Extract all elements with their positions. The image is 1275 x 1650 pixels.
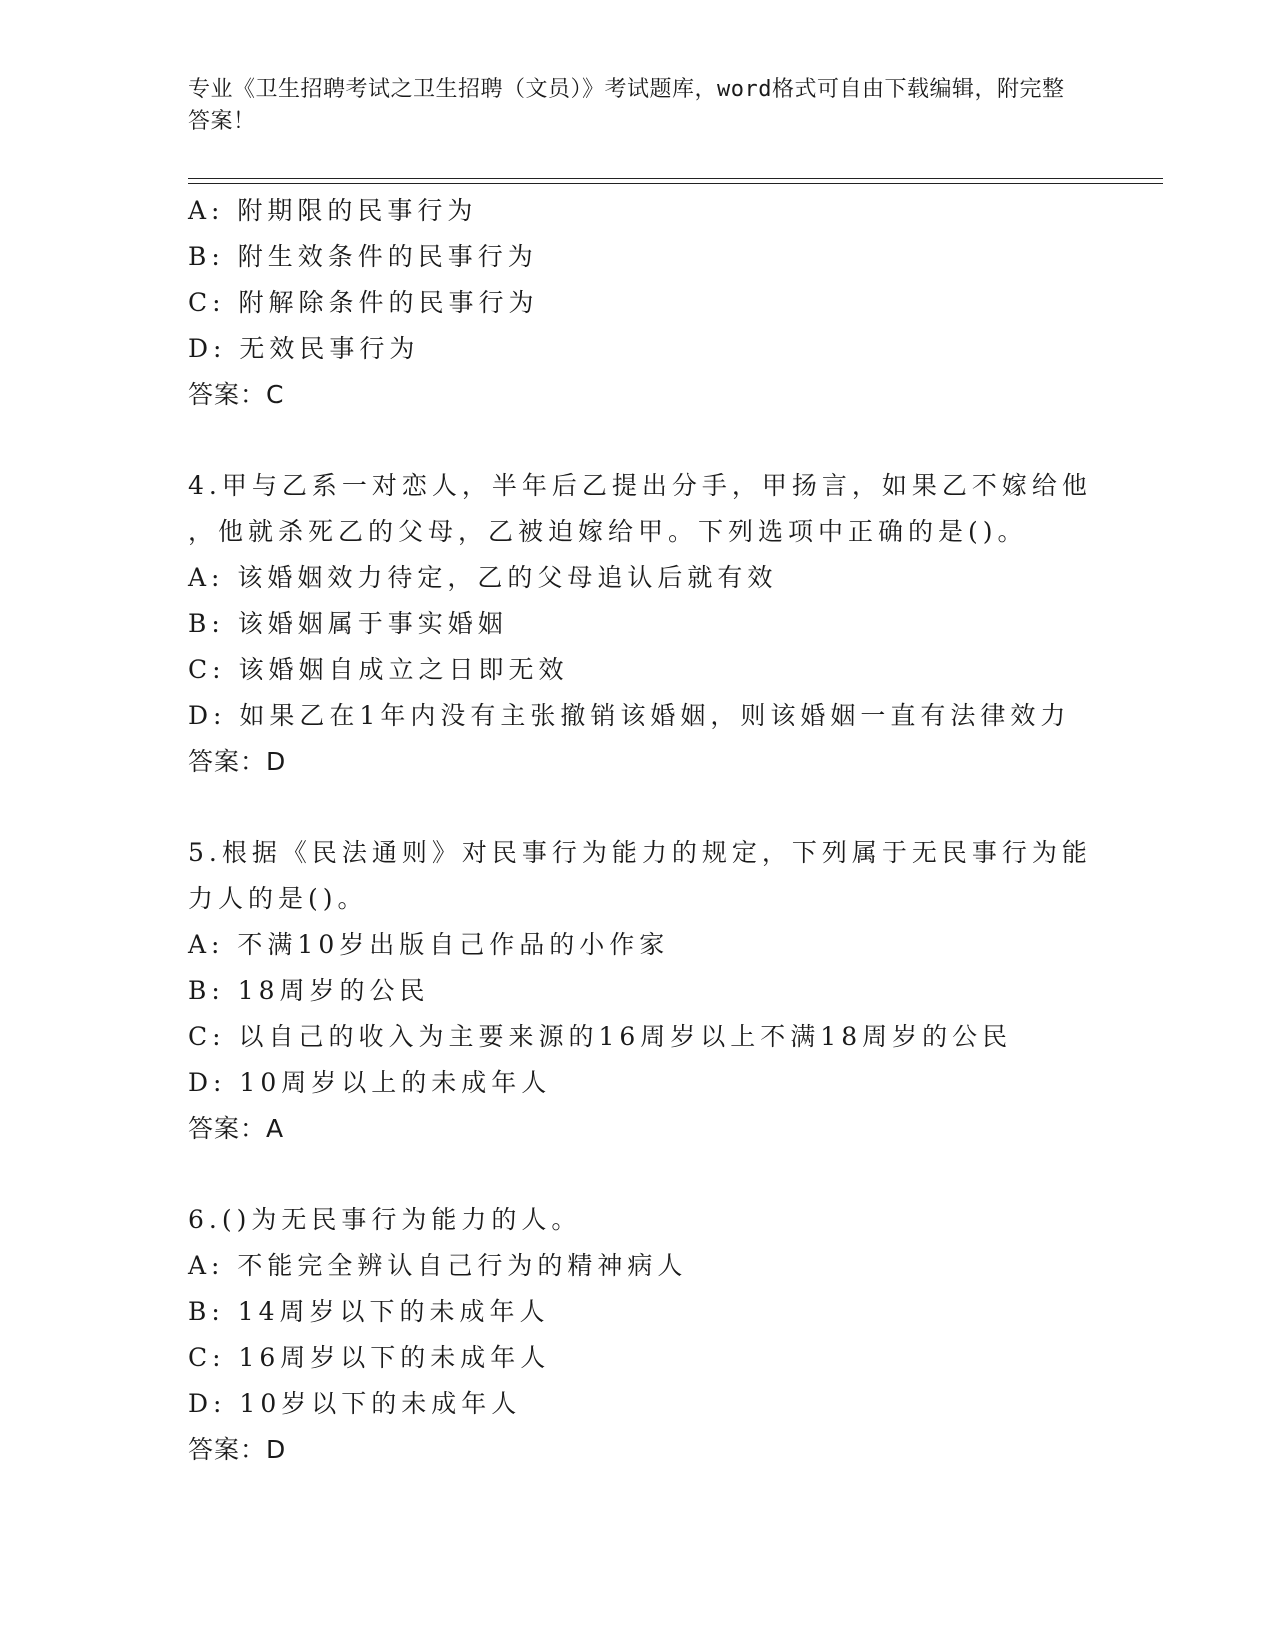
document-header: 专业《卫生招聘考试之卫生招聘（文员）》考试题库，word格式可自由下载编辑，附完整答案！ (188, 77, 1065, 134)
spacer (188, 1152, 1088, 1197)
option-a: A: 该婚姻效力待定，乙的父母追认后就有效 (188, 563, 778, 592)
answer-line: 答案：A (188, 1114, 285, 1143)
option-d: D: 10周岁以上的未成年人 (188, 1068, 552, 1097)
answer-line: 答案：D (188, 747, 287, 776)
option-a: A: 不满10岁出版自己作品的小作家 (188, 930, 670, 959)
question-3 (188, 188, 1088, 418)
option-d: D: 如果乙在1年内没有主张撤销该婚姻，则该婚姻一直有法律效力 (188, 701, 1071, 730)
question-4 (188, 463, 1092, 785)
option-a: A: 不能完全辨认自己行为的精神病人 (188, 1251, 688, 1280)
option-d: D: 无效民事行为 (188, 334, 420, 363)
answer-line: 答案：C (188, 380, 285, 409)
question-list (188, 188, 1092, 1473)
option-a: A: 附期限的民事行为 (188, 196, 478, 225)
answer-line: 答案：D (188, 1435, 287, 1464)
question-6 (188, 1197, 1088, 1473)
spacer (188, 418, 1088, 463)
option-c: C: 以自己的收入为主要来源的16周岁以上不满18周岁的公民 (188, 1022, 1013, 1051)
question-5 (188, 830, 1092, 1152)
header-rule-top (188, 178, 1163, 179)
question-stem: 6.()为无民事行为能力的人。 (188, 1205, 582, 1234)
question-stem: 5.根据《民法通则》对民事行为能力的规定，下列属于无民事行为能 (188, 838, 1092, 867)
option-b: B: 18周岁的公民 (188, 976, 430, 1005)
option-d: D: 10岁以下的未成年人 (188, 1389, 522, 1418)
spacer (188, 785, 1088, 830)
option-b: B: 该婚姻属于事实婚姻 (188, 609, 508, 638)
question-stem: 力人的是()。 (188, 884, 368, 913)
option-c: C: 16周岁以下的未成年人 (188, 1343, 551, 1372)
option-c: C: 附解除条件的民事行为 (188, 288, 539, 317)
header-rule-bottom (188, 183, 1163, 184)
option-b: B: 14周岁以下的未成年人 (188, 1297, 550, 1326)
option-b: B: 附生效条件的民事行为 (188, 242, 538, 271)
question-stem: 4.甲与乙系一对恋人，半年后乙提出分手，甲扬言，如果乙不嫁给他 (188, 471, 1092, 500)
option-c: C: 该婚姻自成立之日即无效 (188, 655, 569, 684)
question-stem: ，他就杀死乙的父母，乙被迫嫁给甲。下列选项中正确的是()。 (188, 517, 1028, 546)
